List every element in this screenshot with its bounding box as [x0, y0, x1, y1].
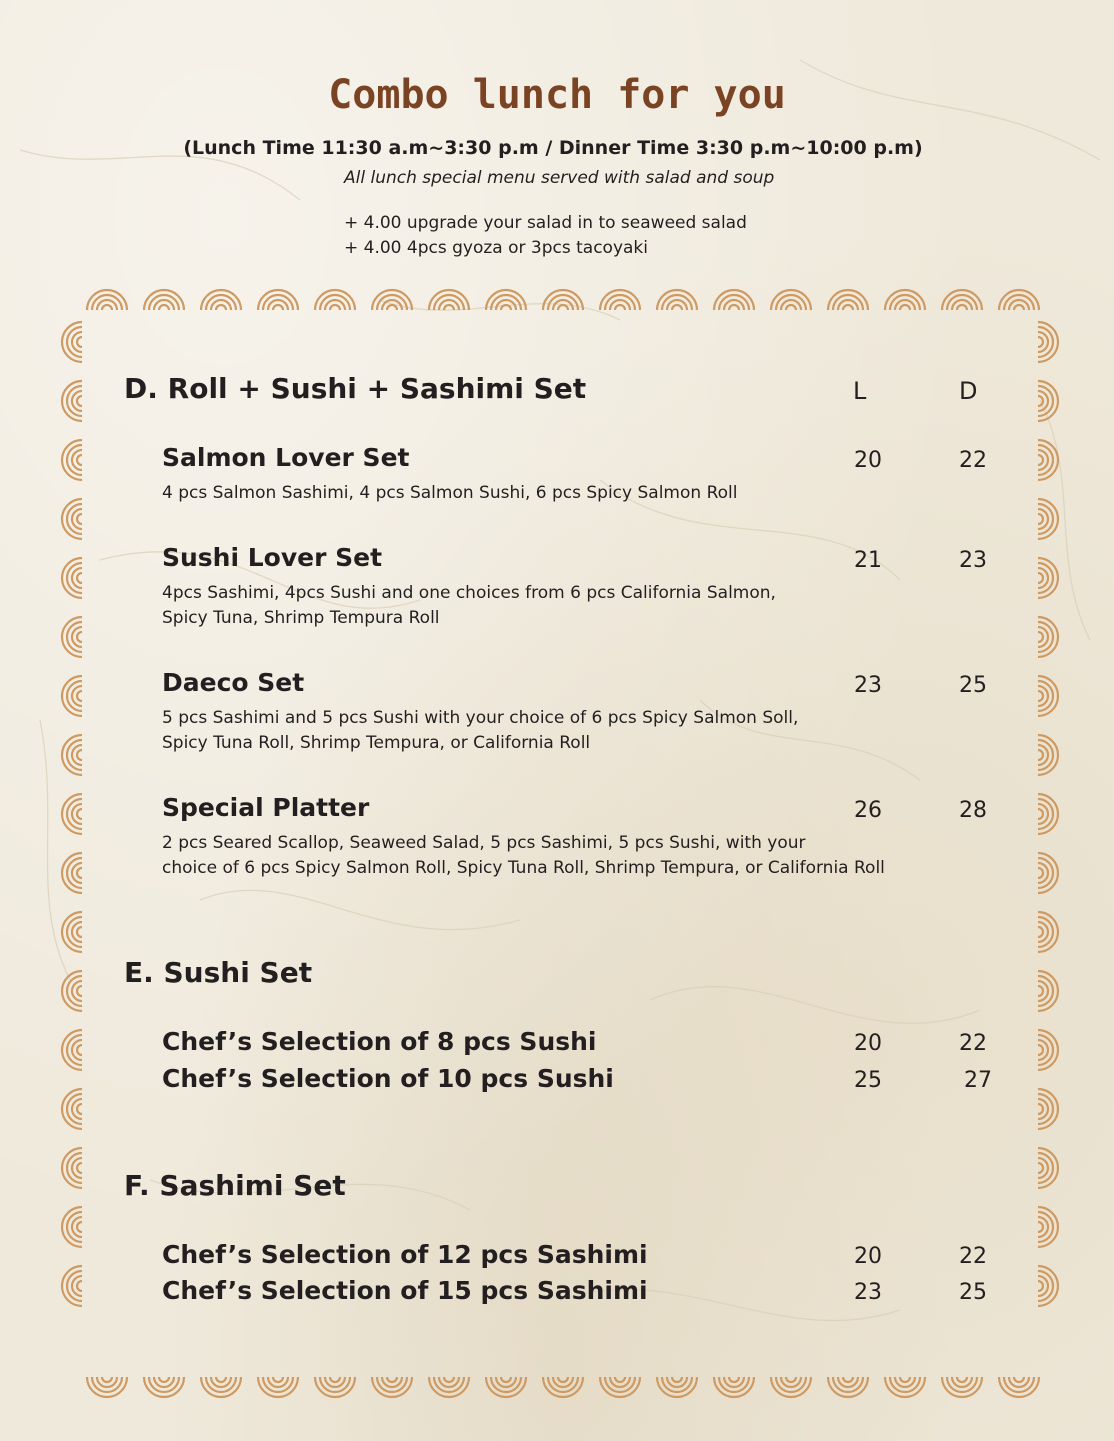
lunch-price: 25: [854, 1068, 882, 1093]
wave-motif: [1038, 499, 1058, 539]
wave-motif: [828, 1377, 868, 1397]
section-letter: D.: [124, 372, 158, 405]
wave-motif: [1038, 1148, 1058, 1188]
wave-motif: [1038, 617, 1058, 657]
service-hours: (Lunch Time 11:30 a.m~3:30 p.m / Dinner Time 3:30 p.m~10:00 p.m): [183, 137, 923, 159]
lunch-price: 20: [854, 448, 882, 473]
menu-item-description: Spicy Tuna, Shrimp Tempura Roll: [162, 608, 440, 628]
dinner-price: 25: [959, 673, 987, 698]
dinner-price: 27: [964, 1068, 992, 1093]
dinner-price: 22: [959, 448, 987, 473]
section-letter: F.: [124, 1169, 150, 1202]
wave-motif: [201, 290, 241, 310]
section-heading: [124, 372, 586, 405]
section-name: Roll + Sushi + Sashimi Set: [167, 372, 587, 405]
wave-motif: [543, 1377, 583, 1397]
wave-motif: [62, 735, 82, 775]
wave-motif: [1038, 794, 1058, 834]
wave-motif: [62, 499, 82, 539]
wave-motif: [1038, 1266, 1058, 1306]
menu-item-name: Chef’s Selection of 10 pcs Sushi: [162, 1064, 614, 1093]
dinner-price: 28: [959, 798, 987, 823]
wave-motif: [942, 1377, 982, 1397]
wave-motif: [1038, 676, 1058, 716]
lunch-column-header: L: [853, 377, 867, 405]
menu-item-description: 4pcs Sashimi, 4pcs Sushi and one choices from 6 pcs California Salmon,: [162, 583, 776, 603]
wave-motif: [315, 1377, 355, 1397]
wave-motif: [315, 290, 355, 310]
section-heading: [124, 1169, 346, 1202]
wave-motif: [600, 290, 640, 310]
lunch-price: 26: [854, 798, 882, 823]
served-with-note: All lunch special menu served with salad and soup: [344, 168, 775, 188]
wave-motif: [771, 1377, 811, 1397]
wave-motif: [942, 290, 982, 310]
wave-motif: [1038, 558, 1058, 598]
lunch-price: 23: [854, 1280, 882, 1305]
wave-motif: [828, 290, 868, 310]
menu-item-name: Salmon Lover Set: [162, 443, 410, 472]
menu-item-description: 2 pcs Seared Scallop, Seaweed Salad, 5 pcs Sashimi, 5 pcs Sushi, with your: [162, 833, 806, 853]
menu-item-description: 4 pcs Salmon Sashimi, 4 pcs Salmon Sushi, 6 pcs Spicy Salmon Roll: [162, 483, 738, 503]
menu-item-name: Chef’s Selection of 15 pcs Sashimi: [162, 1276, 648, 1305]
wave-motif: [87, 1377, 127, 1397]
wave-motif: [1038, 853, 1058, 893]
wave-motif: [543, 290, 583, 310]
lunch-price: 20: [854, 1244, 882, 1269]
section-heading: [124, 956, 312, 989]
wave-motif: [657, 1377, 697, 1397]
wave-motif: [62, 322, 82, 362]
menu-item-name: Chef’s Selection of 12 pcs Sashimi: [162, 1240, 648, 1269]
wave-motif: [144, 1377, 184, 1397]
wave-motif: [144, 290, 184, 310]
wave-motif: [62, 381, 82, 421]
wave-motif: [1038, 971, 1058, 1011]
section-name: Sashimi Set: [159, 1169, 346, 1202]
wave-motif: [372, 290, 412, 310]
wave-motif: [62, 617, 82, 657]
wave-motif: [1038, 912, 1058, 952]
wave-motif: [258, 290, 298, 310]
wave-motif: [999, 1377, 1039, 1397]
wave-motif: [372, 1377, 412, 1397]
wave-motif: [1038, 322, 1058, 362]
wave-motif: [1038, 440, 1058, 480]
wave-motif: [1038, 381, 1058, 421]
wave-motif: [486, 290, 526, 310]
wave-motif: [714, 290, 754, 310]
wave-motif: [429, 290, 469, 310]
upgrade-option: + 4.00 upgrade your salad in to seaweed salad: [344, 213, 747, 233]
wave-motif: [771, 290, 811, 310]
dinner-price: 22: [959, 1244, 987, 1269]
wave-motif: [1038, 735, 1058, 775]
wave-motif: [62, 1030, 82, 1070]
wave-motif: [1038, 1030, 1058, 1070]
wave-motif: [258, 1377, 298, 1397]
upgrade-option: + 4.00 4pcs gyoza or 3pcs tacoyaki: [344, 238, 648, 258]
wave-motif: [714, 1377, 754, 1397]
menu-item-description: choice of 6 pcs Spicy Salmon Roll, Spicy Tuna Roll, Shrimp Tempura, or California Roll: [162, 858, 885, 878]
wave-motif: [62, 1207, 82, 1247]
wave-motif: [62, 794, 82, 834]
menu-item-name: Daeco Set: [162, 668, 305, 697]
menu-item-name: Sushi Lover Set: [162, 543, 383, 572]
menu-item-description: Spicy Tuna Roll, Shrimp Tempura, or California Roll: [162, 733, 591, 753]
wave-motif: [62, 1148, 82, 1188]
wave-motif: [486, 1377, 526, 1397]
dinner-price: 25: [959, 1280, 987, 1305]
wave-motif: [87, 290, 127, 310]
dinner-column-header: D: [959, 377, 978, 405]
dinner-price: 22: [959, 1031, 987, 1056]
wave-motif: [657, 290, 697, 310]
wave-motif: [62, 853, 82, 893]
wave-motif: [600, 1377, 640, 1397]
lunch-price: 20: [854, 1031, 882, 1056]
wave-motif: [885, 1377, 925, 1397]
wave-motif: [201, 1377, 241, 1397]
section-name: Sushi Set: [163, 956, 313, 989]
menu-title: Combo lunch for you: [328, 72, 786, 118]
wave-motif: [62, 558, 82, 598]
lunch-price: 23: [854, 673, 882, 698]
wave-motif: [429, 1377, 469, 1397]
lunch-price: 21: [854, 548, 882, 573]
wave-motif: [999, 290, 1039, 310]
wave-motif: [62, 676, 82, 716]
menu-item-name: Chef’s Selection of 8 pcs Sushi: [162, 1027, 597, 1056]
menu-item-description: 5 pcs Sashimi and 5 pcs Sushi with your choice of 6 pcs Spicy Salmon Soll,: [162, 708, 799, 728]
wave-motif: [62, 1266, 82, 1306]
wave-motif: [62, 440, 82, 480]
wave-motif: [1038, 1207, 1058, 1247]
menu-item-name: Special Platter: [162, 793, 370, 822]
wave-motif: [885, 290, 925, 310]
wave-motif: [62, 971, 82, 1011]
wave-motif: [62, 1089, 82, 1129]
wave-motif: [62, 912, 82, 952]
wave-motif: [1038, 1089, 1058, 1129]
dinner-price: 23: [959, 548, 987, 573]
section-letter: E.: [124, 956, 154, 989]
